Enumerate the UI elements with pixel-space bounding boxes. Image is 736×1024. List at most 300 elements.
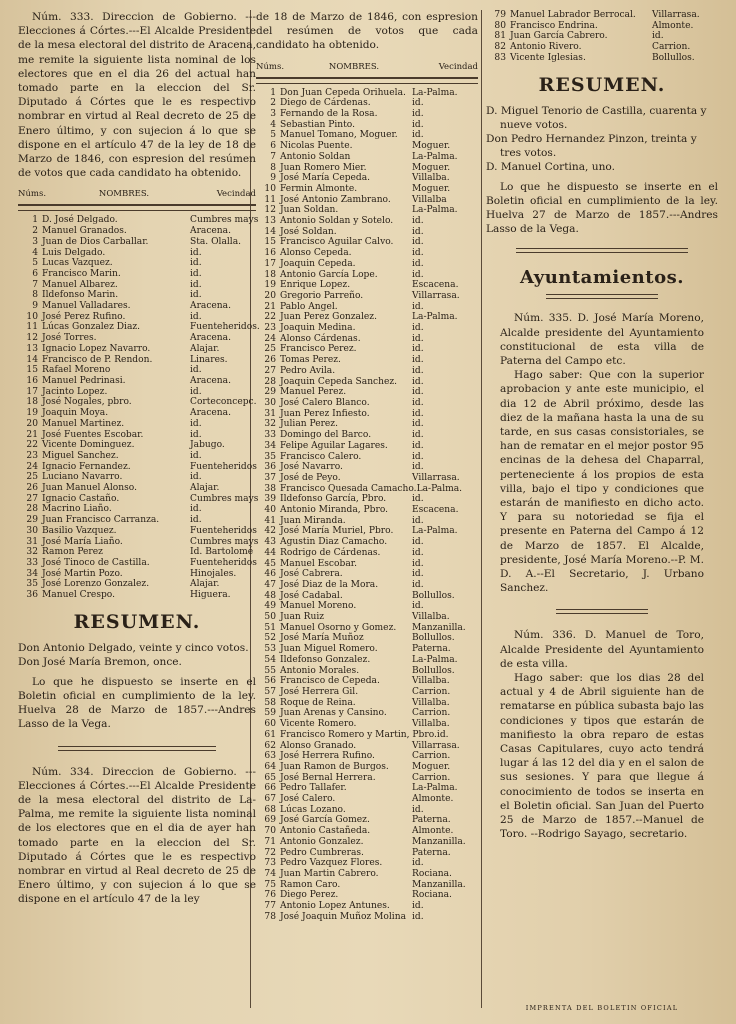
- voter-name: Francisco de P. Rendon.: [42, 354, 153, 365]
- voter-vecindad: id.: [412, 440, 424, 451]
- voter-row: [18, 312, 256, 323]
- voter-name: Enrique Lopez.: [280, 280, 351, 291]
- voter-vecindad: id.: [412, 398, 424, 408]
- voter-vecindad: id.: [412, 569, 424, 580]
- voter-name: Joaquin Cepeda Sanchez.: [280, 376, 398, 387]
- voter-vecindad: Moguer.: [412, 183, 451, 194]
- voter-number: 11: [264, 194, 276, 205]
- voter-row: [256, 880, 478, 891]
- voter-row: [256, 666, 478, 677]
- voter-name: Fermin Almonte.: [280, 183, 358, 194]
- header-num: Núms.: [256, 61, 285, 72]
- voter-number: 9: [32, 301, 38, 312]
- voter-vecindad: id.: [412, 911, 424, 922]
- voter-row: [256, 837, 478, 848]
- voter-row: [18, 237, 256, 248]
- voter-vecindad: La-Palma.: [412, 151, 458, 162]
- voter-number: 14: [264, 226, 276, 237]
- voter-number: 30: [26, 525, 38, 536]
- voter-number: 74: [264, 868, 276, 879]
- voter-row: [256, 323, 478, 334]
- voter-row: [256, 334, 478, 345]
- voter-name: Manuel Escobar.: [280, 558, 357, 569]
- voter-name: Ildefonso Gonzalez.: [280, 654, 371, 665]
- voter-row: [18, 483, 256, 494]
- voter-vecindad: id.: [412, 109, 424, 120]
- voter-row: [256, 473, 478, 484]
- voter-row: [256, 730, 478, 741]
- voter-vecindad: La-Palma.: [416, 483, 463, 494]
- voter-number: 72: [264, 847, 276, 858]
- voter-row: [18, 258, 256, 269]
- voter-number: 26: [264, 355, 276, 366]
- voter-row: [486, 53, 718, 64]
- voter-number: 19: [26, 408, 38, 419]
- voter-number: 75: [264, 879, 276, 890]
- voter-name: Ramon Caro.: [280, 879, 341, 890]
- voter-number: 2: [270, 98, 276, 109]
- voter-number: 26: [26, 483, 38, 494]
- voter-name: Francisco Perez.: [280, 344, 357, 355]
- voter-number: 12: [26, 333, 38, 344]
- voter-name: Vicente Dominguez.: [42, 440, 135, 451]
- voter-name: Pedro Tallafer.: [280, 783, 347, 794]
- section-title: Ayuntamientos.: [520, 267, 684, 289]
- voter-number: 14: [26, 354, 38, 365]
- voter-number: 23: [264, 323, 276, 334]
- voter-vecindad: Villarrasa.: [412, 472, 460, 483]
- voter-row: [256, 848, 478, 859]
- voter-row: [256, 580, 478, 591]
- voter-vecindad: Almonte.: [652, 20, 694, 31]
- voter-row: [256, 98, 478, 109]
- voter-vecindad: Rociana.: [412, 890, 452, 901]
- ornamental-rule: [256, 77, 478, 84]
- voter-number: 83: [494, 52, 506, 63]
- voter-number: 17: [26, 386, 38, 397]
- voter-vecindad: id.: [412, 365, 424, 376]
- column-divider: [481, 10, 482, 1008]
- voter-vecindad: id.: [412, 248, 424, 259]
- voter-number: 68: [264, 804, 276, 815]
- voter-row: [256, 130, 478, 141]
- voter-row: [256, 708, 478, 719]
- voter-vecindad: La-Palma.: [412, 205, 458, 216]
- voter-name: Lúcas Lozano.: [280, 804, 346, 815]
- voter-name: Francisco Quesada Camacho.: [280, 483, 417, 494]
- voter-name: Juan Soldan.: [280, 205, 339, 216]
- voter-number: 7: [32, 279, 38, 290]
- voter-vecindad: Sta. Olalla.: [190, 236, 242, 247]
- voter-vecindad: id.: [190, 472, 202, 483]
- voter-number: 18: [264, 269, 276, 280]
- voter-row: [256, 237, 478, 248]
- voter-name: José Soldan.: [280, 226, 337, 237]
- voter-row: [18, 419, 256, 430]
- voter-row: [256, 601, 478, 612]
- voter-name: Antonio Miranda, Pbro.: [280, 505, 389, 516]
- voter-number: 41: [264, 515, 276, 526]
- voter-table-header: [256, 62, 478, 72]
- voter-name: Diego Perez.: [280, 890, 339, 901]
- voter-row: [18, 526, 256, 537]
- voter-vecindad: Manzanilla.: [412, 622, 466, 633]
- voter-number: 25: [26, 472, 38, 483]
- voter-name: Manuel Labrador Berrocal.: [510, 10, 636, 20]
- voter-row: [18, 536, 259, 548]
- voter-row: [486, 21, 718, 32]
- voter-row: [18, 280, 256, 291]
- voter-number: 21: [26, 429, 38, 440]
- voter-name: Juan Perez Infiesto.: [280, 408, 370, 419]
- voter-vecindad: id.: [412, 387, 424, 398]
- voter-number: 40: [264, 505, 276, 516]
- voter-vecindad: Villalba.: [412, 612, 450, 623]
- voter-vecindad: Manzanilla.: [412, 836, 466, 847]
- voter-number: 20: [264, 290, 276, 301]
- voter-row: [256, 676, 478, 687]
- voter-vecindad: id.: [190, 386, 202, 397]
- voter-row: [18, 558, 256, 569]
- voter-number: 32: [264, 419, 276, 430]
- voter-number: 10: [26, 311, 38, 322]
- voter-number: 27: [26, 493, 38, 504]
- voter-row: [256, 387, 478, 398]
- voter-vecindad: La-Palma.: [412, 526, 458, 537]
- voter-number: 60: [264, 719, 276, 730]
- voter-row: [256, 163, 478, 174]
- voter-name: Juan Francisco Carranza.: [42, 515, 160, 526]
- voter-row: [256, 302, 478, 313]
- voter-number: 35: [264, 451, 276, 462]
- voter-name: Juan García Cabrero.: [510, 31, 608, 42]
- voter-vecindad: Bollullos.: [412, 590, 455, 601]
- closing-text: Lo que he dispuesto se inserte en el Boletin oficial en cumplimiento de la ley. Huelva 27 de Marzo de 1857.---Andres Lasso de la Vega.: [486, 180, 718, 236]
- voter-name: Ildefonso Marin.: [42, 290, 119, 301]
- voter-vecindad: id.: [412, 323, 424, 334]
- voter-row: [256, 141, 478, 152]
- voter-row: [18, 290, 256, 301]
- voter-number: 76: [264, 890, 276, 901]
- voter-vecindad: Manzanilla.: [412, 879, 466, 890]
- voter-name: Lucas Vazquez.: [42, 258, 113, 269]
- voter-row: [256, 858, 478, 869]
- voter-name: Antonio García Lope.: [280, 269, 378, 280]
- voter-vecindad: id.: [412, 462, 424, 473]
- voter-number: 32: [26, 547, 38, 558]
- voter-vecindad: La-Palma.: [412, 783, 458, 794]
- voter-row: [256, 633, 478, 644]
- voter-row: [18, 579, 256, 590]
- voter-number: 77: [264, 901, 276, 912]
- voter-number: 8: [32, 290, 38, 301]
- voter-row: [18, 365, 256, 376]
- voter-row: [256, 152, 478, 163]
- voter-number: 28: [264, 376, 276, 387]
- voter-name: José Fuentes Escobar.: [42, 429, 144, 440]
- voter-number: 5: [32, 258, 38, 269]
- voter-number: 28: [26, 504, 38, 515]
- voter-name: Alonso Cárdenas.: [280, 333, 361, 344]
- voter-row: [256, 687, 478, 698]
- voter-name: Fernando de la Rosa.: [280, 109, 378, 120]
- voter-number: 36: [26, 590, 38, 601]
- voter-number: 7: [270, 151, 276, 162]
- voter-vecindad: id.: [412, 419, 424, 430]
- voter-vecindad: id.: [412, 901, 424, 912]
- voter-vecindad: id.: [412, 301, 424, 312]
- voter-vecindad: Aracena.: [190, 226, 231, 237]
- voter-name: José María Muriel, Pbro.: [280, 526, 394, 537]
- voter-number: 35: [26, 579, 38, 590]
- voter-vecindad: Cumbres mays: [190, 536, 259, 547]
- voter-name: Ignacio Castaño.: [42, 493, 120, 504]
- voter-name: Antonio Soldan y Sotelo.: [280, 216, 394, 227]
- section-divider: [58, 746, 216, 751]
- voter-row: [256, 773, 478, 784]
- voter-vecindad: id.: [412, 258, 424, 269]
- voter-name: Ramon Perez: [42, 547, 103, 558]
- voter-number: 79: [494, 10, 506, 20]
- voter-row: [256, 537, 478, 548]
- voter-row: [256, 559, 478, 570]
- voter-row: [18, 408, 256, 419]
- voter-name: Alonso Cepeda.: [280, 248, 352, 259]
- voter-number: 44: [264, 547, 276, 558]
- voter-vecindad: id.: [412, 430, 424, 441]
- voter-number: 45: [264, 558, 276, 569]
- voter-number: 62: [264, 740, 276, 751]
- voter-number: 67: [264, 794, 276, 805]
- voter-number: 49: [264, 601, 276, 612]
- voter-name: Rodrigo de Cárdenas.: [280, 547, 381, 558]
- voter-vecindad: id.: [190, 515, 202, 526]
- voter-name: José Perez Rufino.: [42, 311, 126, 322]
- voter-number: 51: [264, 622, 276, 633]
- voter-vecindad: Moguer.: [412, 162, 451, 173]
- voter-number: 29: [264, 387, 276, 398]
- voter-number: 17: [264, 258, 276, 269]
- voter-name: Antonio Lopez Antunes.: [280, 901, 390, 912]
- voter-row: [18, 504, 256, 515]
- voter-vecindad: Villalba.: [412, 719, 450, 730]
- voter-row: [256, 366, 478, 377]
- voter-number: 52: [264, 633, 276, 644]
- voter-number: 59: [264, 708, 276, 719]
- voter-name: José Torres.: [42, 333, 97, 344]
- notice-333-text: Núm. 333. Direccion de Gobierno. ---Elecciones á Córtes.---El Alcalde Presidente de la mesa electoral del distrito de Aracena, me remite la siguiente lista nominal de los electores que en el dia 26 del actual han tomado parte en la eleccion del Sr. Diputado á Córtes que le es respectivo nombrar en virtud al Real decreto de 25 de Enero último, y con sujecion á lo que se dispone en el artículo 47 de la ley de 18 de Marzo de 1846, con espresion del resúmen de votos que cada candidato ha obtenido.: [18, 11, 256, 180]
- voter-row: [18, 515, 256, 526]
- voter-name: Juan Ramon de Burgos.: [280, 761, 389, 772]
- voter-row: [486, 31, 718, 42]
- voter-name: Sebastian Pinto.: [280, 119, 355, 130]
- voter-vecindad: Paterna.: [412, 847, 451, 858]
- voter-row: [18, 355, 256, 366]
- voter-vecindad: Cumbres mays: [190, 215, 259, 226]
- voter-number: 36: [264, 462, 276, 473]
- voter-number: 64: [264, 761, 276, 772]
- voter-name: Francisco Aguilar Calvo.: [280, 237, 394, 248]
- voter-vecindad: id.: [190, 268, 202, 279]
- voter-row: [18, 590, 256, 601]
- voter-number: 15: [264, 237, 276, 248]
- voter-row: [256, 344, 478, 355]
- resumen-line: Don Antonio Delgado, veinte y cinco votos.: [18, 641, 249, 654]
- voter-vecindad: Bollullos.: [652, 52, 695, 63]
- voter-row: [18, 547, 256, 558]
- notice-336-heading: Núm. 336. D. Manuel de Toro, Alcalde Presidente del Ayuntamiento de esta villa.: [500, 629, 704, 670]
- voter-number: 22: [264, 312, 276, 323]
- voter-vecindad: Bollullos.: [412, 665, 455, 676]
- voter-row: [256, 612, 478, 623]
- voter-number: 27: [264, 365, 276, 376]
- voter-row: [256, 762, 478, 773]
- voter-vecindad: Fuenteheridos: [190, 461, 257, 472]
- header-vecindad: Vecindad: [216, 189, 256, 200]
- resumen-line: D. Manuel Cortina, uno.: [486, 160, 615, 173]
- voter-row: [18, 333, 256, 344]
- voter-row: [18, 472, 256, 483]
- voter-row: [256, 227, 478, 238]
- voter-name: Domingo del Barco.: [280, 430, 372, 441]
- voter-name: Miguel Sanchez.: [42, 450, 119, 461]
- voter-name: José Calero.: [280, 794, 336, 805]
- voter-row: [256, 484, 478, 495]
- voter-vecindad: Jabugo.: [190, 440, 225, 451]
- voter-name: Vicente Iglesias.: [510, 52, 586, 63]
- voter-vecindad: id.: [412, 537, 424, 548]
- voter-number: 71: [264, 836, 276, 847]
- voter-number: 18: [26, 397, 38, 408]
- voter-name: Manuel Albarez.: [42, 279, 118, 290]
- voter-number: 34: [264, 440, 276, 451]
- voter-number: 16: [264, 248, 276, 259]
- voter-name: José Cabrera.: [280, 569, 343, 580]
- voter-name: José María Cepeda.: [280, 173, 371, 184]
- voter-name: José Lorenzo Gonzalez.: [42, 579, 150, 590]
- voter-row: [256, 505, 478, 516]
- voter-name: Pedro Cumbreras.: [280, 847, 364, 858]
- voter-vecindad: id.: [412, 98, 424, 109]
- voter-row: [18, 397, 256, 408]
- voter-number: 48: [264, 590, 276, 601]
- voter-vecindad: Carrion.: [412, 751, 451, 762]
- voter-vecindad: Villalba.: [412, 697, 450, 708]
- voter-vecindad: id.: [190, 290, 202, 301]
- voter-row: [18, 462, 256, 473]
- notice-335-body: Hago saber: Que con la superior aprobacion y ante este municipio, el dia 12 de Abril próximo, desde las diez de la mañana hasta la una de su tarde, en sus casas consistoriales, se han de rematar en el mejor postor 95 encinas de la dehesa del Chaparral, perteneciente á los propios de esta villa, bajo el tipo y condiciones que estarán de manifiesto en dicho acto. Y para su notoriedad se fija el presente en Paterna del Campo á 12 de Marzo de 1857. El Alcalde, presidente, José María Moreno.--P. M. D. A.--El Secretario, J. Urbano Sanchez.: [500, 369, 704, 595]
- header-names: NOMBRES.: [98, 189, 150, 200]
- voter-row: [256, 312, 478, 323]
- voter-vecindad: id.: [412, 237, 424, 248]
- voter-number: 69: [264, 815, 276, 826]
- voter-number: 15: [26, 365, 38, 376]
- resumen-heading: RESUMEN.: [73, 610, 201, 633]
- voter-name: Antonio Morales.: [280, 665, 360, 676]
- voter-vecindad: id.: [652, 31, 664, 42]
- column-middle: [256, 10, 478, 1014]
- voter-row: [256, 452, 478, 463]
- voter-vecindad: La-Palma.: [412, 654, 458, 665]
- voter-name: Vicente Romero.: [280, 719, 357, 730]
- voter-name: Felipe Aguilar Lagares.: [280, 440, 388, 451]
- header-vecindad: Vecindad: [438, 61, 478, 72]
- voter-number: 73: [264, 858, 276, 869]
- voter-vecindad: id.: [190, 279, 202, 290]
- voter-row: [256, 259, 478, 270]
- voter-name: Juan Miranda.: [280, 515, 346, 526]
- notice-334-text: Núm. 334. Direccion de Gobierno. ---Elecciones á Córtes.---El Alcalde Presidente de la mesa electoral del distrito de La-Palma, me remite la siguiente lista nominal de los electores que en el dia de ayer han tomado parte en la eleccion del Sr. Diputado á Córtes que le es respectivo nombrar en virtud al Real decreto de 25 de Enero último, y con sujecion á lo que se dispone en el artículo 47 de la ley: [18, 765, 256, 906]
- voter-name: Francisco Marin.: [42, 268, 121, 279]
- voter-row: [256, 409, 478, 420]
- voter-number: 25: [264, 344, 276, 355]
- voter-name: Joaquin Cepeda.: [280, 258, 356, 269]
- voter-number: 3: [270, 109, 276, 120]
- voter-row: [18, 344, 256, 355]
- voter-number: 38: [264, 483, 276, 494]
- voter-row: [256, 462, 478, 473]
- voter-number: 53: [264, 644, 276, 655]
- voter-row: [256, 430, 478, 441]
- voter-vecindad: id.: [412, 119, 424, 130]
- voter-vecindad: Carrion.: [412, 708, 451, 719]
- voter-number: 81: [494, 31, 506, 42]
- voter-number: 82: [494, 42, 506, 53]
- voter-name: Francisco de Cepeda.: [280, 676, 380, 687]
- voter-row: [256, 719, 478, 730]
- voter-name: José Martin Pozo.: [42, 568, 123, 579]
- voter-row: [256, 419, 478, 430]
- voter-number: 80: [494, 20, 506, 31]
- voter-row: [256, 569, 478, 580]
- resumen-line: D. Miguel Tenorio de Castilla, cuarenta y nueve votos.: [486, 104, 707, 131]
- voter-vecindad: id.: [412, 355, 424, 366]
- notice-334-continued: de 18 de Marzo de 1846, con espresion del resúmen de votos que cada candidato ha obtenido.: [256, 11, 478, 52]
- voter-vecindad: id.: [412, 451, 424, 462]
- voter-vecindad: Paterna.: [412, 644, 451, 655]
- voter-vecindad: id.: [190, 365, 202, 376]
- voter-row: [256, 698, 478, 709]
- voter-vecindad: id.: [436, 729, 449, 740]
- voter-name: José de Peyo.: [280, 472, 341, 483]
- voter-name: Manuel Martinez.: [42, 418, 125, 429]
- voter-name: Manuel Perez.: [280, 387, 347, 398]
- column-left: [18, 10, 260, 1014]
- voter-row: [18, 322, 260, 333]
- voter-row: [18, 387, 256, 398]
- section-divider: [516, 248, 688, 253]
- voter-vecindad: id.: [190, 429, 202, 440]
- voter-name: Ignacio Fernandez.: [42, 461, 131, 472]
- voter-number: 56: [264, 676, 276, 687]
- voter-number: 3: [32, 236, 38, 247]
- voter-row: [18, 493, 259, 505]
- voter-number: 66: [264, 783, 276, 794]
- voter-vecindad: Carrion.: [412, 686, 451, 697]
- voter-number: 23: [26, 450, 38, 461]
- voter-row: [256, 441, 478, 452]
- voter-table-header: [18, 189, 256, 199]
- voter-number: 4: [32, 247, 38, 258]
- voter-name: Manuel Granados.: [42, 226, 127, 237]
- voter-number: 47: [264, 579, 276, 590]
- voter-row: [256, 890, 478, 901]
- voter-row: [256, 826, 478, 837]
- voter-row: [256, 248, 478, 259]
- voter-list-aracena: [18, 215, 260, 601]
- voter-name: José María Liaño.: [42, 536, 123, 547]
- voter-number: 31: [264, 408, 276, 419]
